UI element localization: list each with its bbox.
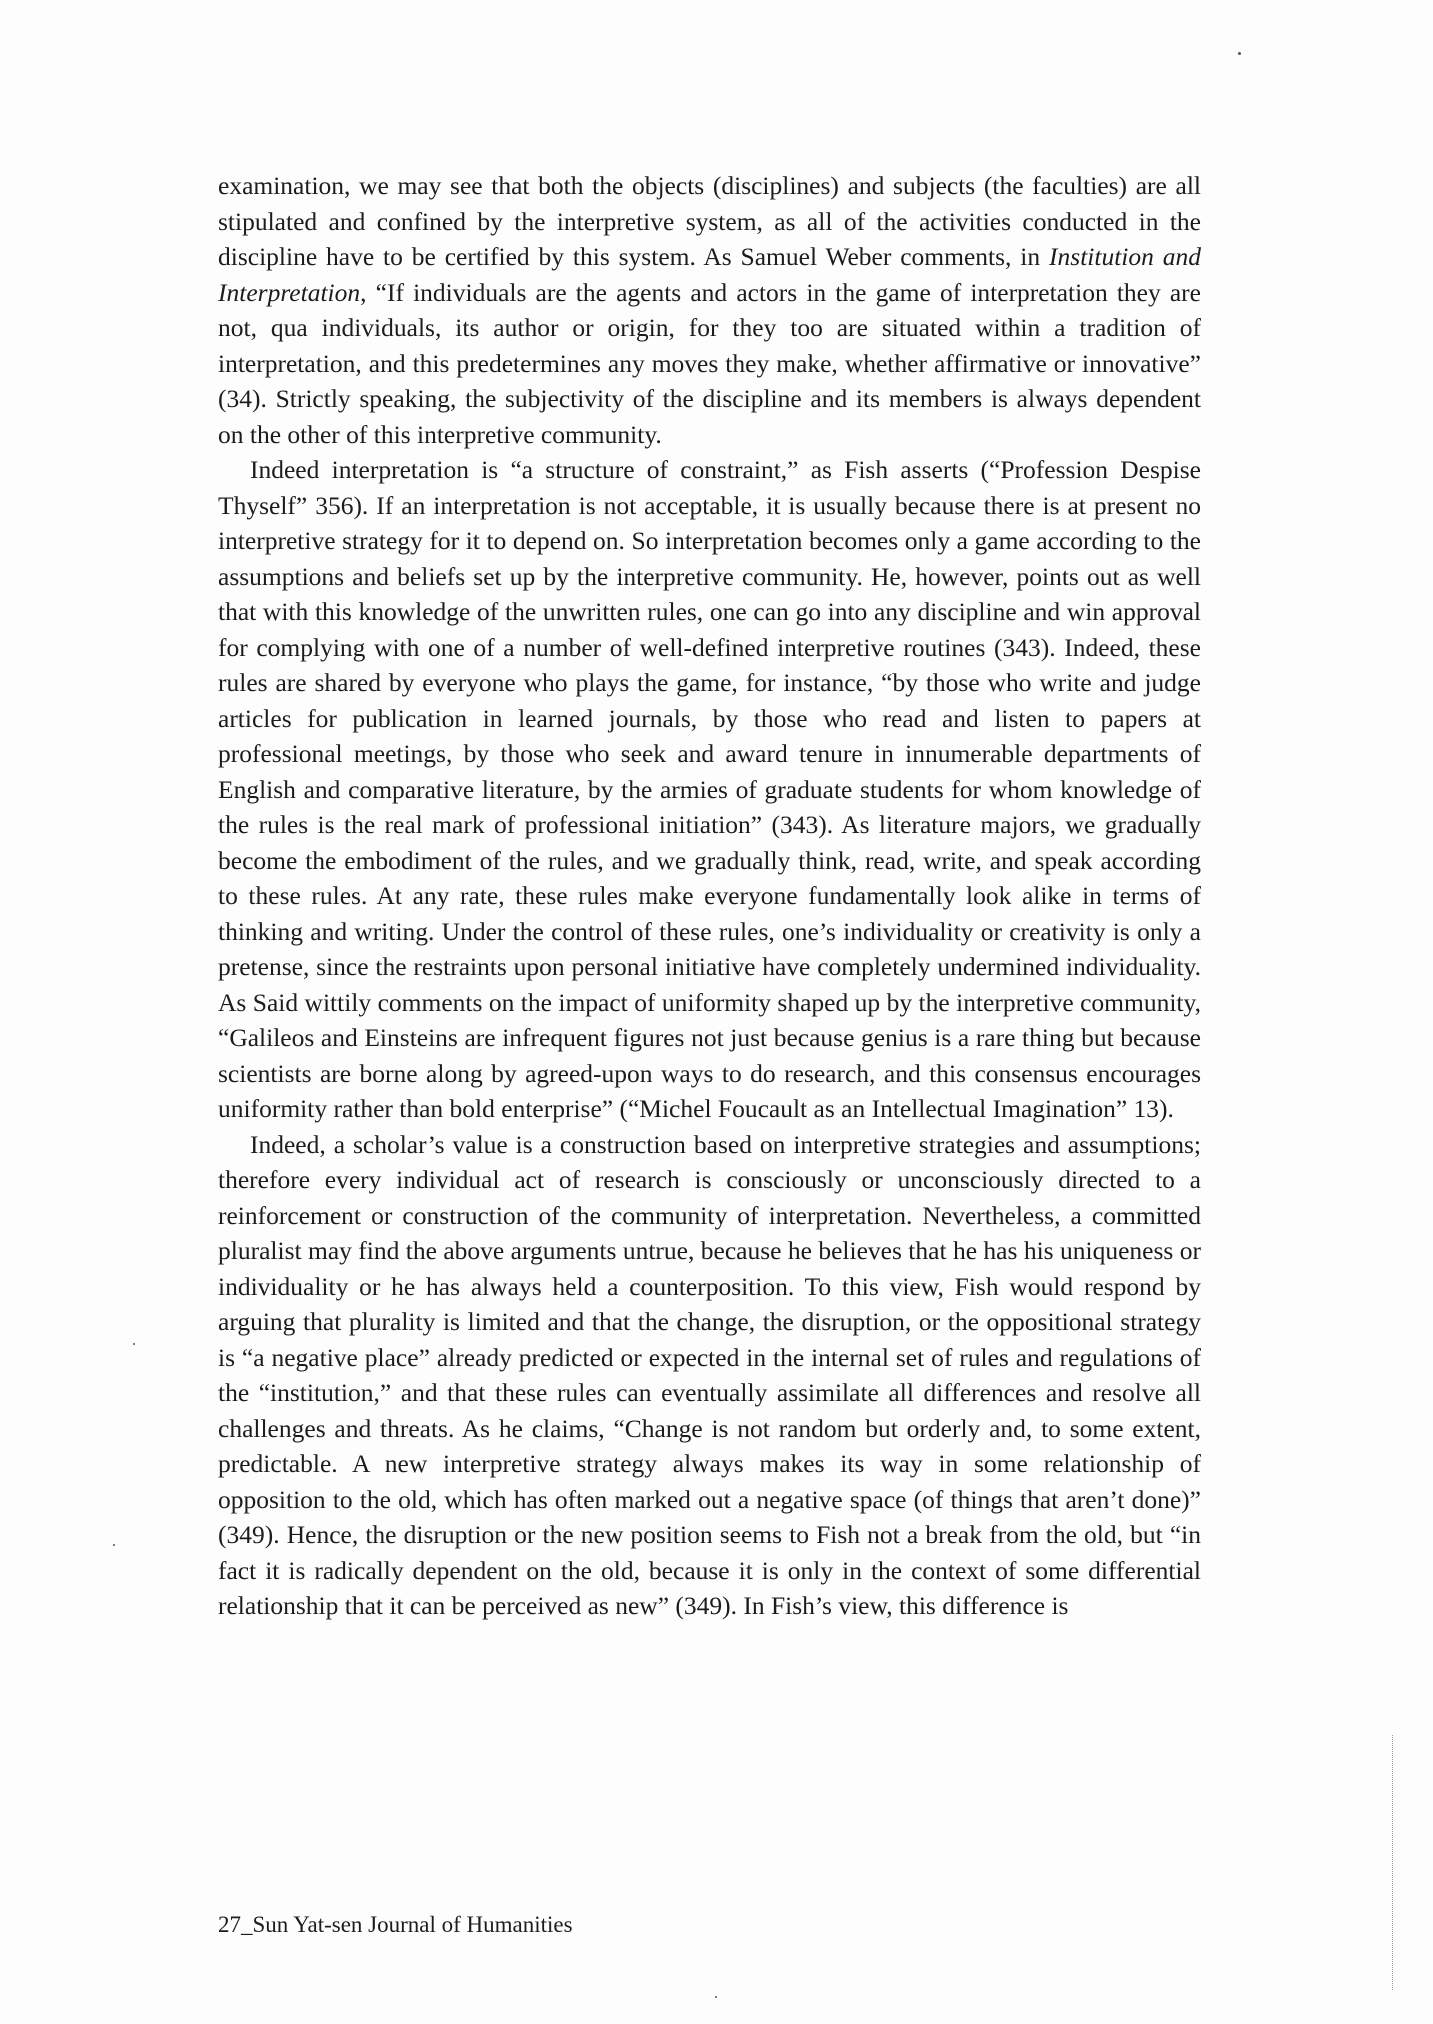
- paragraph-3: Indeed, a scholar’s value is a construction based on interpretive strategies and assumptions; therefore every individual act of research is consciously or unconsciously directed to a reinforcement or construction of the community of interpretation. Nevertheless, a committed pluralist may find the above arguments untrue, because he believes that he has his uniqueness or individuality or he has always held a counterposition. To this view, Fish would respond by arguing that plurality is limited and that the change, the disruption, or the oppositional strategy is “a negative place” already predicted or expected in the internal set of rules and regulations of the “institution,” and that these rules can eventually assimilate all differences and resolve all challenges and threats. As he claims, “Change is not random but orderly and, to some extent, predictable. A new interpretive strategy always makes its way in some relationship of opposition to the old, which has often marked out a negative space (of things that aren’t done)” (349). Hence, the disruption or the new position seems to Fish not a break from the old, but “in fact it is radically dependent on the old, because it is only in the context of some differential relationship that it can be perceived as new” (349). In Fish’s view, this difference is: [218, 1129, 1201, 1620]
- scan-speck: [133, 1343, 135, 1345]
- paragraph-1-text-start: examination, we may see that both the objects (disciplines) and subjects (the faculties) are all stipulated and confined by the interpretive system, as all of the activities conducted in the discipline have to be certified by this system. As Samuel Weber comments, in: [218, 171, 1201, 271]
- scan-speck: [1238, 52, 1241, 55]
- scan-speck: [113, 1544, 115, 1546]
- paragraph-2: Indeed interpretation is “a structure of constraint,” as Fish asserts (“Profession Despise Thyself” 356). If an interpretation is not acceptable, it is usually because there is at present no interpretive strategy for it to depend on. So interpretation becomes only a game according to the assumptions and beliefs set up by the interpretive community. He, however, points out as well that with this knowledge of the unwritten rules, one can go into any discipline and win approval for complying with one of a number of well-defined interpretive routines (343). Indeed, these rules are shared by everyone who plays the game, for instance, “by those who write and judge articles for publication in learned journals, by those who read and listen to papers at professional meetings, by those who seek and award tenure in innumerable departments of English and comparative literature, by the armies of graduate students for whom knowledge of the rules is the real mark of professional initiation” (343). As literature majors, we gradually become the embodiment of the rules, and we gradually think, read, write, and speak according to these rules. At any rate, these rules make everyone fundamentally look alike in terms of thinking and writing. Under the control of these rules, one’s individuality or creativity is only a pretense, since the restraints upon personal initiative have completely undermined individuality. As Said wittily comments on the impact of uniformity shaped up by the interpretive community, “Galileos and Einsteins are infrequent figures not just because genius is a rare thing but because scientists are borne along by agreed-upon ways to do research, and this consensus encourages uniformity rather than bold enterprise” (“Michel Foucault as an Intellectual Imagination” 13).: [218, 455, 1201, 1123]
- paragraph-1: [218, 168, 1201, 452]
- running-footer: 27_Sun Yat-sen Journal of Humanities: [218, 1912, 573, 1937]
- scan-speck: [715, 1996, 717, 1998]
- scan-edge-line: [1392, 1735, 1394, 1990]
- paragraph-1-text-end: , “If individuals are the agents and actors in the game of interpretation they are not, qua individuals, its author or origin, for they too are situated within a tradition of interpretation, and this predetermines any moves they make, whether affirmative or innovative” (34). Strictly speaking, the subjectivity of the discipline and its members is always dependent on the other of this interpretive community.: [218, 277, 1201, 449]
- body-text: [218, 168, 1201, 1624]
- book-title-italic: Institution and Interpretation: [218, 242, 1202, 307]
